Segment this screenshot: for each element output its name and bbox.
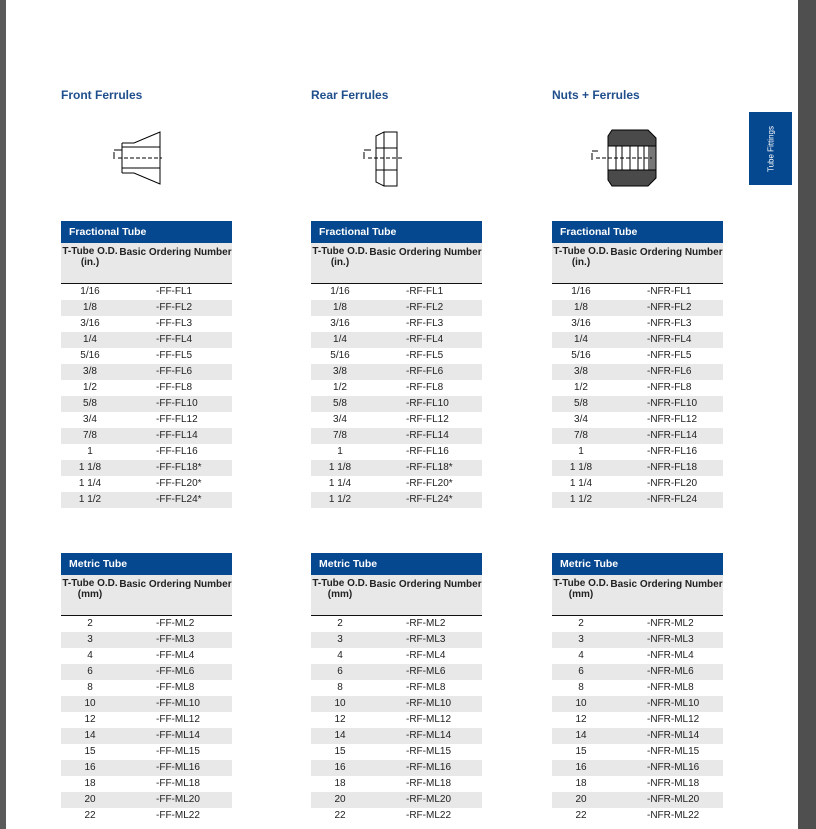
rear-metric-table: [311, 553, 482, 824]
table-row: [311, 712, 482, 728]
ordering-number-cell: -FF-ML15: [156, 746, 200, 757]
col-tube-od: T-Tube O.D. (mm): [62, 578, 118, 600]
table-header: [61, 243, 232, 284]
tube-size-cell: 22: [84, 810, 96, 821]
tube-size-cell: 3/4: [333, 414, 347, 425]
table-row: [311, 428, 482, 444]
ordering-number-cell: -FF-FL6: [156, 366, 193, 377]
table-row: [552, 476, 723, 492]
ordering-number-cell: -RF-FL4: [406, 334, 444, 345]
ordering-number-cell: -NFR-ML6: [647, 666, 694, 677]
ordering-number-cell: -NFR-FL4: [647, 334, 692, 345]
tube-size-cell: 6: [337, 666, 343, 677]
table-row: [311, 728, 482, 744]
ordering-number-cell: -RF-FL24*: [406, 494, 453, 505]
tube-size-cell: 20: [334, 794, 346, 805]
table-row: [552, 364, 723, 380]
ordering-number-cell: -NFR-ML8: [647, 682, 694, 693]
col-ordering-number: Basic Ordering Number: [369, 247, 482, 258]
ordering-number-cell: -RF-ML10: [406, 698, 452, 709]
tube-size-cell: 1/16: [571, 286, 591, 297]
ordering-number-cell: -RF-FL18*: [406, 462, 453, 473]
table-row: [552, 492, 723, 508]
table-title: Fractional Tube: [311, 221, 482, 243]
ordering-number-cell: -FF-FL3: [156, 318, 193, 329]
ordering-number-cell: -NFR-FL3: [647, 318, 692, 329]
ordering-number-cell: -NFR-ML2: [647, 618, 694, 629]
ordering-number-cell: -FF-FL14: [156, 430, 198, 441]
tube-size-cell: 1 1/4: [569, 478, 593, 489]
table-row: [61, 380, 232, 396]
table-row: [311, 380, 482, 396]
ordering-number-cell: -FF-ML10: [156, 698, 200, 709]
ordering-number-cell: -NFR-ML12: [647, 714, 700, 725]
tube-size-cell: 1/4: [333, 334, 347, 345]
ordering-number-cell: -FF-FL2: [156, 302, 193, 313]
tube-size-cell: 5/16: [571, 350, 591, 361]
ordering-number-cell: -NFR-FL2: [647, 302, 692, 313]
tube-size-cell: 1/8: [83, 302, 97, 313]
ordering-number-cell: -FF-ML16: [156, 762, 200, 773]
table-row: [311, 332, 482, 348]
tube-size-cell: 3/4: [574, 414, 588, 425]
table-header: [61, 575, 232, 616]
ordering-number-cell: -NFR-FL12: [647, 414, 698, 425]
tube-size-cell: 5/16: [80, 350, 100, 361]
tube-size-cell: 5/8: [574, 398, 588, 409]
table-row: [61, 648, 232, 664]
tube-size-cell: 1 1/2: [569, 494, 593, 505]
tube-size-cell: 1 1/4: [328, 478, 352, 489]
tube-size-cell: 5/16: [330, 350, 350, 361]
table-row: [61, 284, 232, 300]
ordering-number-cell: -FF-FL4: [156, 334, 193, 345]
table-row: [311, 648, 482, 664]
table-row: [61, 412, 232, 428]
ordering-number-cell: -FF-ML8: [156, 682, 195, 693]
table-title: Metric Tube: [311, 553, 482, 575]
table-row: [61, 680, 232, 696]
table-row: [311, 364, 482, 380]
ordering-number-cell: -RF-FL3: [406, 318, 444, 329]
ordering-number-cell: -RF-FL2: [406, 302, 444, 313]
table-row: [552, 696, 723, 712]
ordering-number-cell: -NFR-FL1: [647, 286, 692, 297]
col-tube-od: T-Tube O.D. (mm): [312, 578, 368, 600]
ordering-number-cell: -RF-ML6: [406, 666, 446, 677]
ordering-number-cell: -FF-ML18: [156, 778, 200, 789]
table-row: [61, 632, 232, 648]
table-row: [552, 632, 723, 648]
table-row: [61, 808, 232, 824]
table-row: [552, 460, 723, 476]
tube-size-cell: 2: [578, 618, 584, 629]
ordering-number-cell: -NFR-FL10: [647, 398, 698, 409]
table-row: [311, 616, 482, 632]
ordering-number-cell: -NFR-ML14: [647, 730, 700, 741]
col-tube-od: T-Tube O.D. (in.): [553, 246, 609, 268]
tube-size-cell: 1/16: [330, 286, 350, 297]
table-row: [552, 616, 723, 632]
tube-size-cell: 1/2: [83, 382, 97, 393]
ordering-number-cell: -NFR-ML3: [647, 634, 694, 645]
tube-size-cell: 3: [578, 634, 584, 645]
col-ordering-number: Basic Ordering Number: [610, 579, 723, 590]
ordering-number-cell: -FF-FL5: [156, 350, 193, 361]
viewer-edge: [798, 0, 816, 829]
table-row: [61, 300, 232, 316]
tube-size-cell: 8: [337, 682, 343, 693]
ordering-number-cell: -FF-FL8: [156, 382, 193, 393]
ordering-number-cell: -RF-FL5: [406, 350, 444, 361]
ordering-number-cell: -FF-FL10: [156, 398, 198, 409]
tube-size-cell: 8: [87, 682, 93, 693]
tube-size-cell: 3/16: [330, 318, 350, 329]
tube-size-cell: 1/2: [333, 382, 347, 393]
table-row: [311, 696, 482, 712]
ordering-number-cell: -RF-FL16: [406, 446, 449, 457]
tube-size-cell: 1/16: [80, 286, 100, 297]
ordering-number-cell: -NFR-FL6: [647, 366, 692, 377]
tube-size-cell: 5/8: [333, 398, 347, 409]
ordering-number-cell: -FF-ML12: [156, 714, 200, 725]
tube-size-cell: 7/8: [83, 430, 97, 441]
ordering-number-cell: -RF-ML14: [406, 730, 452, 741]
tube-size-cell: 4: [337, 650, 343, 661]
table-row: [311, 632, 482, 648]
table-row: [552, 396, 723, 412]
ordering-number-cell: -NFR-ML15: [647, 746, 700, 757]
rear-fractional-table: [311, 221, 482, 508]
ordering-number-cell: -NFR-ML10: [647, 698, 700, 709]
tube-size-cell: 1 1/2: [78, 494, 102, 505]
ordering-number-cell: -FF-FL18*: [156, 462, 202, 473]
table-row: [552, 792, 723, 808]
tube-size-cell: 6: [87, 666, 93, 677]
tube-fittings-tab[interactable]: [749, 112, 792, 185]
table-row: [311, 664, 482, 680]
ordering-number-cell: -RF-ML4: [406, 650, 446, 661]
table-row: [61, 364, 232, 380]
tube-size-cell: 5/8: [83, 398, 97, 409]
table-row: [311, 776, 482, 792]
table-row: [61, 316, 232, 332]
table-title: Metric Tube: [61, 553, 232, 575]
tube-size-cell: 1: [578, 446, 584, 457]
table-row: [61, 428, 232, 444]
tube-size-cell: 14: [575, 730, 587, 741]
table-row: [552, 664, 723, 680]
tube-size-cell: 2: [337, 618, 343, 629]
table-row: [61, 696, 232, 712]
rear-ferrules-title: Rear Ferrules: [311, 88, 389, 102]
table-row: [552, 444, 723, 460]
col-tube-od: T-Tube O.D. (mm): [553, 578, 609, 600]
ordering-number-cell: -FF-ML6: [156, 666, 195, 677]
tube-size-cell: 1 1/2: [328, 494, 352, 505]
table-row: [311, 492, 482, 508]
tube-size-cell: 15: [575, 746, 587, 757]
tube-size-cell: 10: [334, 698, 346, 709]
ordering-number-cell: -RF-FL1: [406, 286, 444, 297]
front-ferrule-icon: [112, 128, 164, 188]
front-metric-table: [61, 553, 232, 824]
ordering-number-cell: -NFR-FL8: [647, 382, 692, 393]
tube-size-cell: 18: [334, 778, 346, 789]
tube-size-cell: 12: [84, 714, 96, 725]
tube-size-cell: 14: [334, 730, 346, 741]
table-row: [311, 476, 482, 492]
ordering-number-cell: -RF-ML15: [406, 746, 452, 757]
tube-size-cell: 3: [87, 634, 93, 645]
table-row: [61, 616, 232, 632]
ordering-number-cell: -RF-FL10: [406, 398, 449, 409]
col-ordering-number: Basic Ordering Number: [119, 247, 232, 258]
tube-size-cell: 15: [84, 746, 96, 757]
table-row: [311, 760, 482, 776]
front-fractional-table: [61, 221, 232, 508]
ordering-number-cell: -FF-ML4: [156, 650, 195, 661]
tube-size-cell: 10: [84, 698, 96, 709]
tube-size-cell: 1/4: [83, 334, 97, 345]
tube-size-cell: 14: [84, 730, 96, 741]
table-row: [552, 332, 723, 348]
tube-size-cell: 8: [578, 682, 584, 693]
tube-size-cell: 1/4: [574, 334, 588, 345]
nut-ferrule-icon: [590, 124, 660, 192]
ordering-number-cell: -RF-FL20*: [406, 478, 453, 489]
ordering-number-cell: -NFR-FL24: [647, 494, 698, 505]
table-row: [552, 648, 723, 664]
tube-size-cell: 1/2: [574, 382, 588, 393]
ordering-number-cell: -RF-ML3: [406, 634, 446, 645]
tube-size-cell: 4: [87, 650, 93, 661]
table-row: [61, 476, 232, 492]
ordering-number-cell: -RF-FL12: [406, 414, 449, 425]
tube-size-cell: 22: [575, 810, 587, 821]
table-row: [552, 380, 723, 396]
ordering-number-cell: -NFR-ML4: [647, 650, 694, 661]
ordering-number-cell: -RF-ML12: [406, 714, 452, 725]
tube-size-cell: 12: [575, 714, 587, 725]
col-ordering-number: Basic Ordering Number: [119, 579, 232, 590]
nuts-metric-table: [552, 553, 723, 824]
table-row: [311, 744, 482, 760]
table-row: [61, 460, 232, 476]
table-row: [552, 776, 723, 792]
tube-size-cell: 12: [334, 714, 346, 725]
ordering-number-cell: -FF-ML20: [156, 794, 200, 805]
ordering-number-cell: -NFR-FL5: [647, 350, 692, 361]
table-row: [61, 776, 232, 792]
table-row: [311, 444, 482, 460]
table-header: [552, 575, 723, 616]
ordering-number-cell: -FF-ML3: [156, 634, 195, 645]
tube-size-cell: 2: [87, 618, 93, 629]
tube-size-cell: 1 1/8: [569, 462, 593, 473]
tube-size-cell: 20: [575, 794, 587, 805]
col-ordering-number: Basic Ordering Number: [610, 247, 723, 258]
table-row: [311, 348, 482, 364]
ordering-number-cell: -RF-ML22: [406, 810, 452, 821]
table-row: [61, 744, 232, 760]
tube-size-cell: 22: [334, 810, 346, 821]
col-tube-od: T-Tube O.D. (in.): [312, 246, 368, 268]
ordering-number-cell: -NFR-ML20: [647, 794, 700, 805]
table-row: [311, 808, 482, 824]
tube-size-cell: 3/16: [80, 318, 100, 329]
nuts-fractional-table: [552, 221, 723, 508]
tube-fittings-tab-label: Tube Fittings: [766, 125, 775, 172]
tube-size-cell: 1: [337, 446, 343, 457]
table-row: [61, 492, 232, 508]
ordering-number-cell: -RF-FL8: [406, 382, 444, 393]
table-title: Fractional Tube: [552, 221, 723, 243]
tube-size-cell: 4: [578, 650, 584, 661]
col-ordering-number: Basic Ordering Number: [369, 579, 482, 590]
table-row: [61, 348, 232, 364]
table-row: [311, 396, 482, 412]
ordering-number-cell: -FF-FL16: [156, 446, 198, 457]
tube-size-cell: 1/8: [574, 302, 588, 313]
table-row: [552, 760, 723, 776]
table-row: [552, 428, 723, 444]
table-row: [552, 348, 723, 364]
tube-size-cell: 7/8: [333, 430, 347, 441]
tube-size-cell: 3/8: [83, 366, 97, 377]
table-row: [311, 412, 482, 428]
col-tube-od: T-Tube O.D. (in.): [62, 246, 118, 268]
table-row: [61, 728, 232, 744]
table-row: [552, 680, 723, 696]
table-header: [552, 243, 723, 284]
table-row: [61, 712, 232, 728]
ordering-number-cell: -NFR-FL20: [647, 478, 698, 489]
tube-size-cell: 1: [87, 446, 93, 457]
table-row: [311, 284, 482, 300]
table-row: [311, 316, 482, 332]
tube-size-cell: 6: [578, 666, 584, 677]
ordering-number-cell: -FF-ML22: [156, 810, 200, 821]
table-row: [61, 760, 232, 776]
table-row: [311, 460, 482, 476]
tube-size-cell: 10: [575, 698, 587, 709]
tube-size-cell: 3/4: [83, 414, 97, 425]
ordering-number-cell: -RF-ML16: [406, 762, 452, 773]
table-title: Fractional Tube: [61, 221, 232, 243]
table-row: [552, 316, 723, 332]
table-row: [552, 712, 723, 728]
table-row: [552, 284, 723, 300]
nuts-ferrules-title: Nuts + Ferrules: [552, 88, 640, 102]
table-row: [552, 412, 723, 428]
ordering-number-cell: -FF-FL12: [156, 414, 198, 425]
table-row: [61, 444, 232, 460]
table-header: [311, 243, 482, 284]
ordering-number-cell: -NFR-ML18: [647, 778, 700, 789]
tube-size-cell: 20: [84, 794, 96, 805]
table-row: [61, 332, 232, 348]
table-row: [552, 728, 723, 744]
tube-size-cell: 18: [575, 778, 587, 789]
ordering-number-cell: -FF-ML14: [156, 730, 200, 741]
ordering-number-cell: -RF-ML8: [406, 682, 446, 693]
table-row: [311, 300, 482, 316]
ordering-number-cell: -NFR-FL14: [647, 430, 698, 441]
ordering-number-cell: -FF-ML2: [156, 618, 195, 629]
rear-ferrule-icon: [362, 128, 414, 188]
ordering-number-cell: -FF-FL20*: [156, 478, 202, 489]
table-row: [552, 808, 723, 824]
table-row: [552, 300, 723, 316]
table-row: [61, 396, 232, 412]
ordering-number-cell: -FF-FL1: [156, 286, 193, 297]
table-row: [61, 792, 232, 808]
tube-size-cell: 3/8: [574, 366, 588, 377]
table-row: [311, 792, 482, 808]
ordering-number-cell: -NFR-FL16: [647, 446, 698, 457]
tube-size-cell: 3/8: [333, 366, 347, 377]
tube-size-cell: 1/8: [333, 302, 347, 313]
tube-size-cell: 3: [337, 634, 343, 645]
ordering-number-cell: -RF-ML2: [406, 618, 446, 629]
table-row: [552, 744, 723, 760]
tube-size-cell: 1 1/8: [78, 462, 102, 473]
tube-size-cell: 1 1/4: [78, 478, 102, 489]
ordering-number-cell: -RF-FL6: [406, 366, 444, 377]
ordering-number-cell: -RF-FL14: [406, 430, 449, 441]
tube-size-cell: 18: [84, 778, 96, 789]
table-header: [311, 575, 482, 616]
tube-size-cell: 7/8: [574, 430, 588, 441]
table-row: [61, 664, 232, 680]
table-row: [311, 680, 482, 696]
tube-size-cell: 16: [84, 762, 96, 773]
tube-size-cell: 3/16: [571, 318, 591, 329]
tube-size-cell: 15: [334, 746, 346, 757]
ordering-number-cell: -RF-ML20: [406, 794, 452, 805]
table-title: Metric Tube: [552, 553, 723, 575]
ordering-number-cell: -RF-ML18: [406, 778, 452, 789]
ordering-number-cell: -FF-FL24*: [156, 494, 202, 505]
ordering-number-cell: -NFR-ML22: [647, 810, 700, 821]
tube-size-cell: 16: [334, 762, 346, 773]
ordering-number-cell: -NFR-FL18: [647, 462, 698, 473]
tube-size-cell: 1 1/8: [328, 462, 352, 473]
front-ferrules-title: Front Ferrules: [61, 88, 143, 102]
tube-size-cell: 16: [575, 762, 587, 773]
ordering-number-cell: -NFR-ML16: [647, 762, 700, 773]
